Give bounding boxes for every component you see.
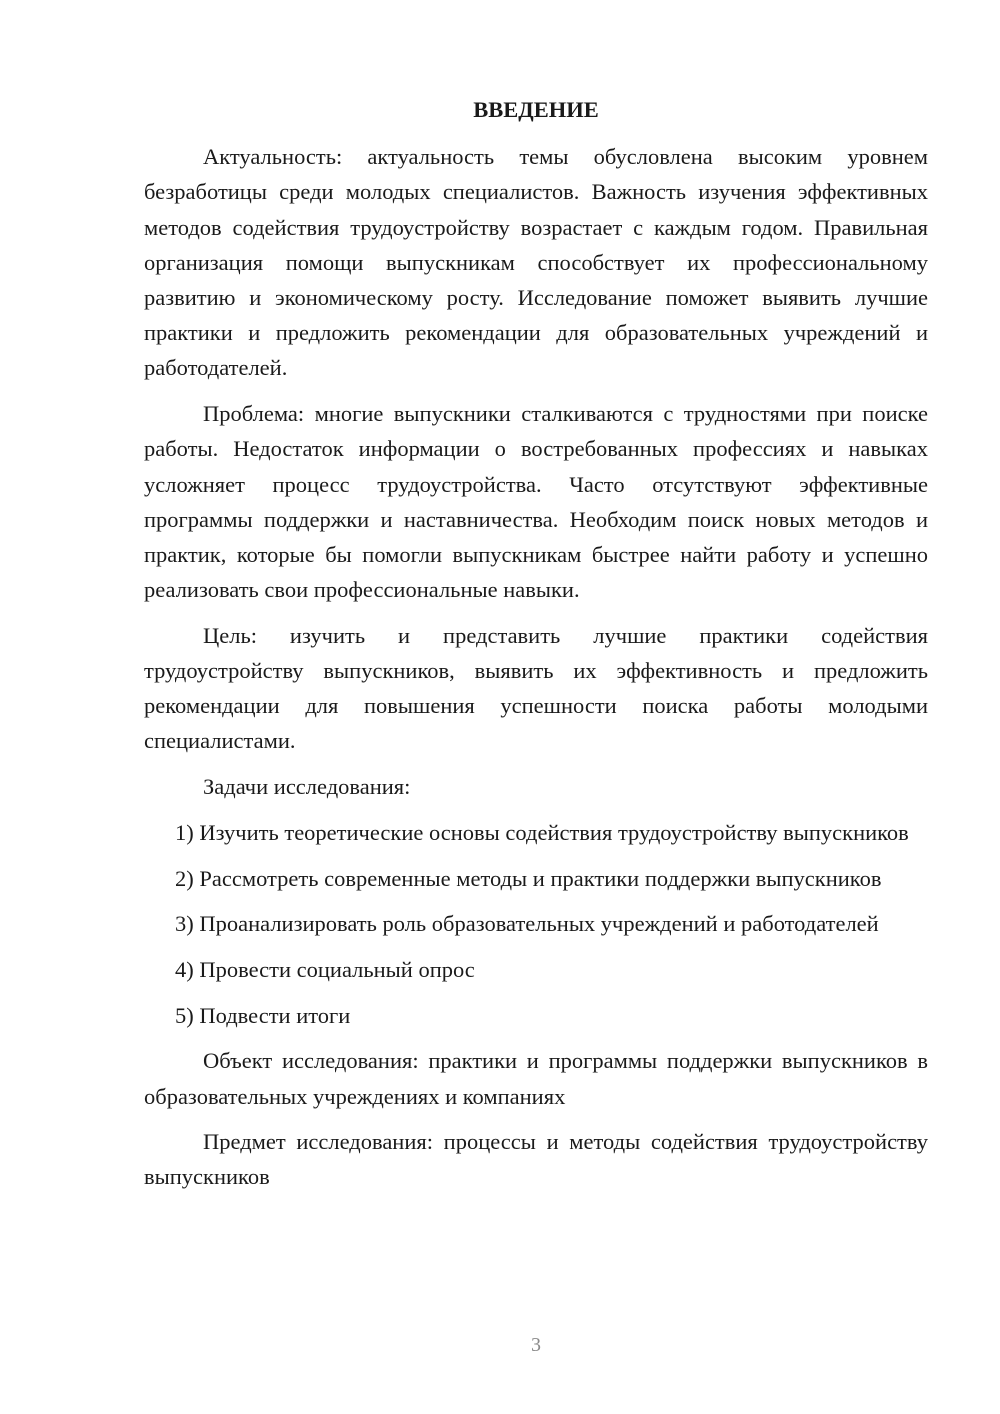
paragraph-object: Объект исследования: практики и программы поддержки выпускников в образовательных учреждениях и компаниях: [144, 1048, 928, 1109]
page-number: 3: [531, 1334, 541, 1356]
page-content: [144, 92, 928, 1205]
task-item-1: 1) Изучить теоретические основы содействия трудоустройству выпускников: [175, 819, 909, 845]
paragraph-relevance: Актуальность: актуальность темы обусловлена высоким уровнем безработицы среди молодых специалистов. Важность изучения эффективных методов содействия трудоустройству возрастает с каждым годом. Правильная организация помощи выпускникам способствует их профессиональному развитию и экономическому росту. Исследование поможет выявить лучшие практики и предложить рекомендации для образовательных учреждений и работодателей.: [144, 144, 928, 381]
paragraph-problem: Проблема: многие выпускники сталкиваются с трудностями при поиске работы. Недостаток информации о востребованных профессиях и навыках усложняет процесс трудоустройства. Часто отсутствуют эффективные программы поддержки и наставничества. Необходим поиск новых методов и практик, которые бы помогли выпускникам быстрее найти работу и успешно реализовать свои профессиональные навыки.: [144, 401, 928, 603]
paragraph-goal: Цель: изучить и представить лучшие практики содействия трудоустройству выпускников, выявить их эффективность и предложить рекомендации для повышения успешности поиска работы молодыми специалистами.: [144, 622, 928, 754]
tasks-heading: Задачи исследования:: [203, 774, 411, 800]
task-item-2: 2) Рассмотреть современные методы и практики поддержки выпускников: [175, 865, 882, 891]
task-item-5: 5) Подвести итоги: [175, 1002, 351, 1028]
page-title: ВВЕДЕНИЕ: [473, 97, 599, 122]
task-item-3: 3) Проанализировать роль образовательных учреждений и работодателей: [175, 911, 879, 937]
paragraph-subject: Предмет исследования: процессы и методы содействия трудоустройству выпускников: [144, 1129, 928, 1190]
task-item-4: 4) Провести социальный опрос: [175, 956, 475, 982]
